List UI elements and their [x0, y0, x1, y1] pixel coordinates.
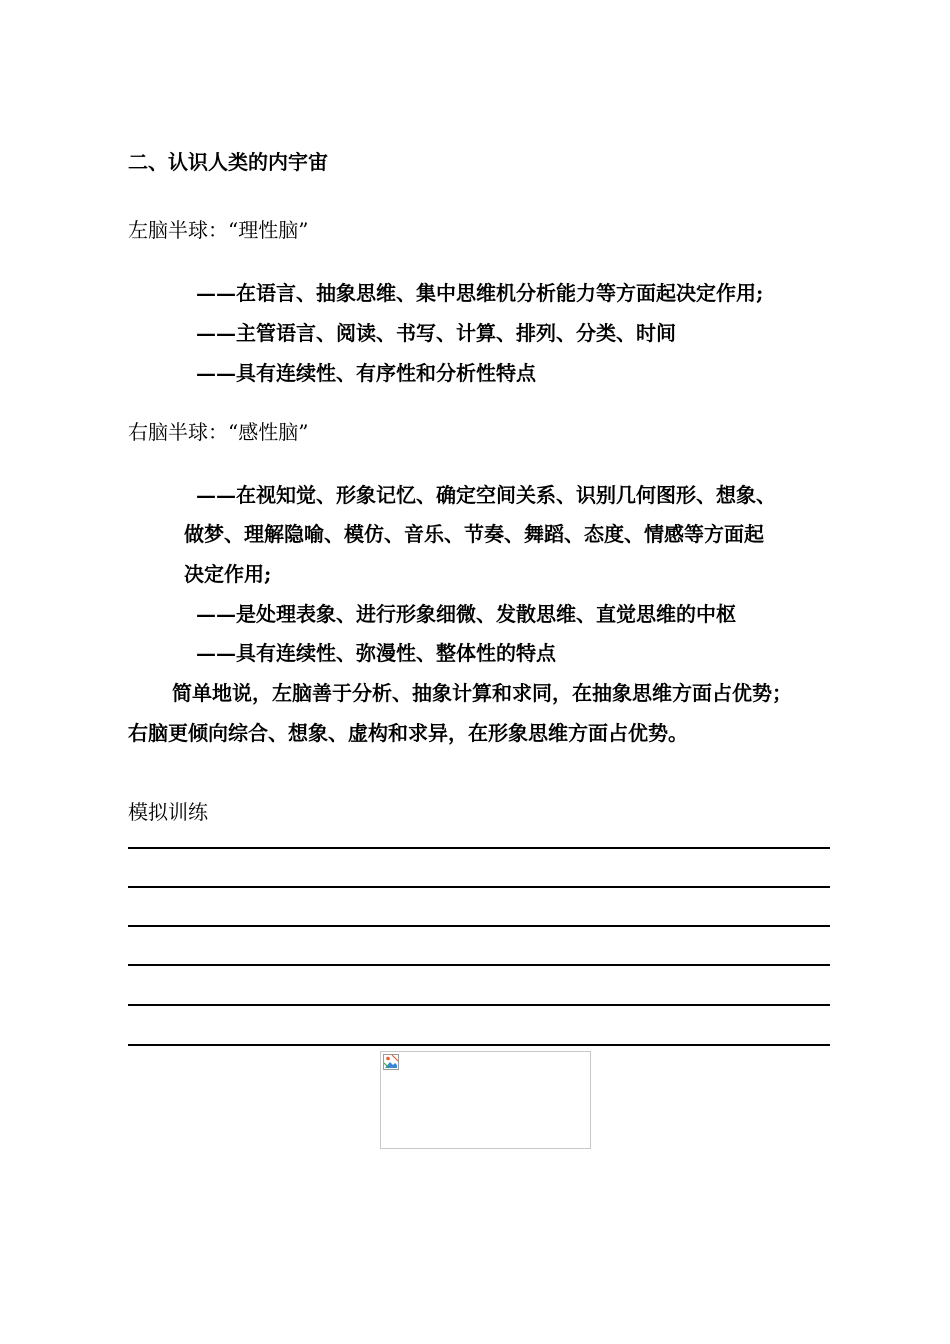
right-brain-item-3: ——具有连续性、弥漫性、整体性的特点 — [196, 641, 556, 665]
left-brain-label: 左脑半球：“理性脑” — [128, 218, 309, 242]
answer-blank-line[interactable] — [128, 1004, 830, 1006]
right-brain-item-1-line-1: ——在视知觉、形象记忆、确定空间关系、识别几何图形、想象、 — [196, 483, 776, 507]
answer-blank-line[interactable] — [128, 886, 830, 888]
right-brain-label: 右脑半球：“感性脑” — [128, 420, 309, 444]
answer-blank-line[interactable] — [128, 964, 830, 966]
broken-image-icon — [383, 1054, 399, 1070]
right-brain-item-1-line-3: 决定作用; — [184, 562, 272, 586]
answer-blank-line[interactable] — [128, 925, 830, 927]
left-brain-item-3: ——具有连续性、有序性和分析性特点 — [196, 361, 536, 385]
section-heading: 二、认识人类的内宇宙 — [128, 150, 328, 174]
summary-line-2: 右脑更倾向综合、想象、虚构和求异，在形象思维方面占优势。 — [128, 721, 688, 745]
image-placeholder — [380, 1051, 591, 1149]
answer-blank-line[interactable] — [128, 1044, 830, 1046]
answer-blank-line[interactable] — [128, 847, 830, 849]
training-label: 模拟训练 — [128, 800, 208, 824]
right-brain-item-2: ——是处理表象、进行形象细微、发散思维、直觉思维的中枢 — [196, 602, 736, 626]
left-brain-item-1: ——在语言、抽象思维、集中思维机分析能力等方面起决定作用; — [196, 281, 764, 305]
left-brain-item-2: ——主管语言、阅读、书写、计算、排列、分类、时间 — [196, 321, 676, 345]
summary-line-1: 简单地说，左脑善于分析、抽象计算和求同，在抽象思维方面占优势； — [172, 681, 792, 705]
right-brain-item-1-line-2: 做梦、理解隐喻、模仿、音乐、节奏、舞蹈、态度、情感等方面起 — [184, 522, 764, 546]
